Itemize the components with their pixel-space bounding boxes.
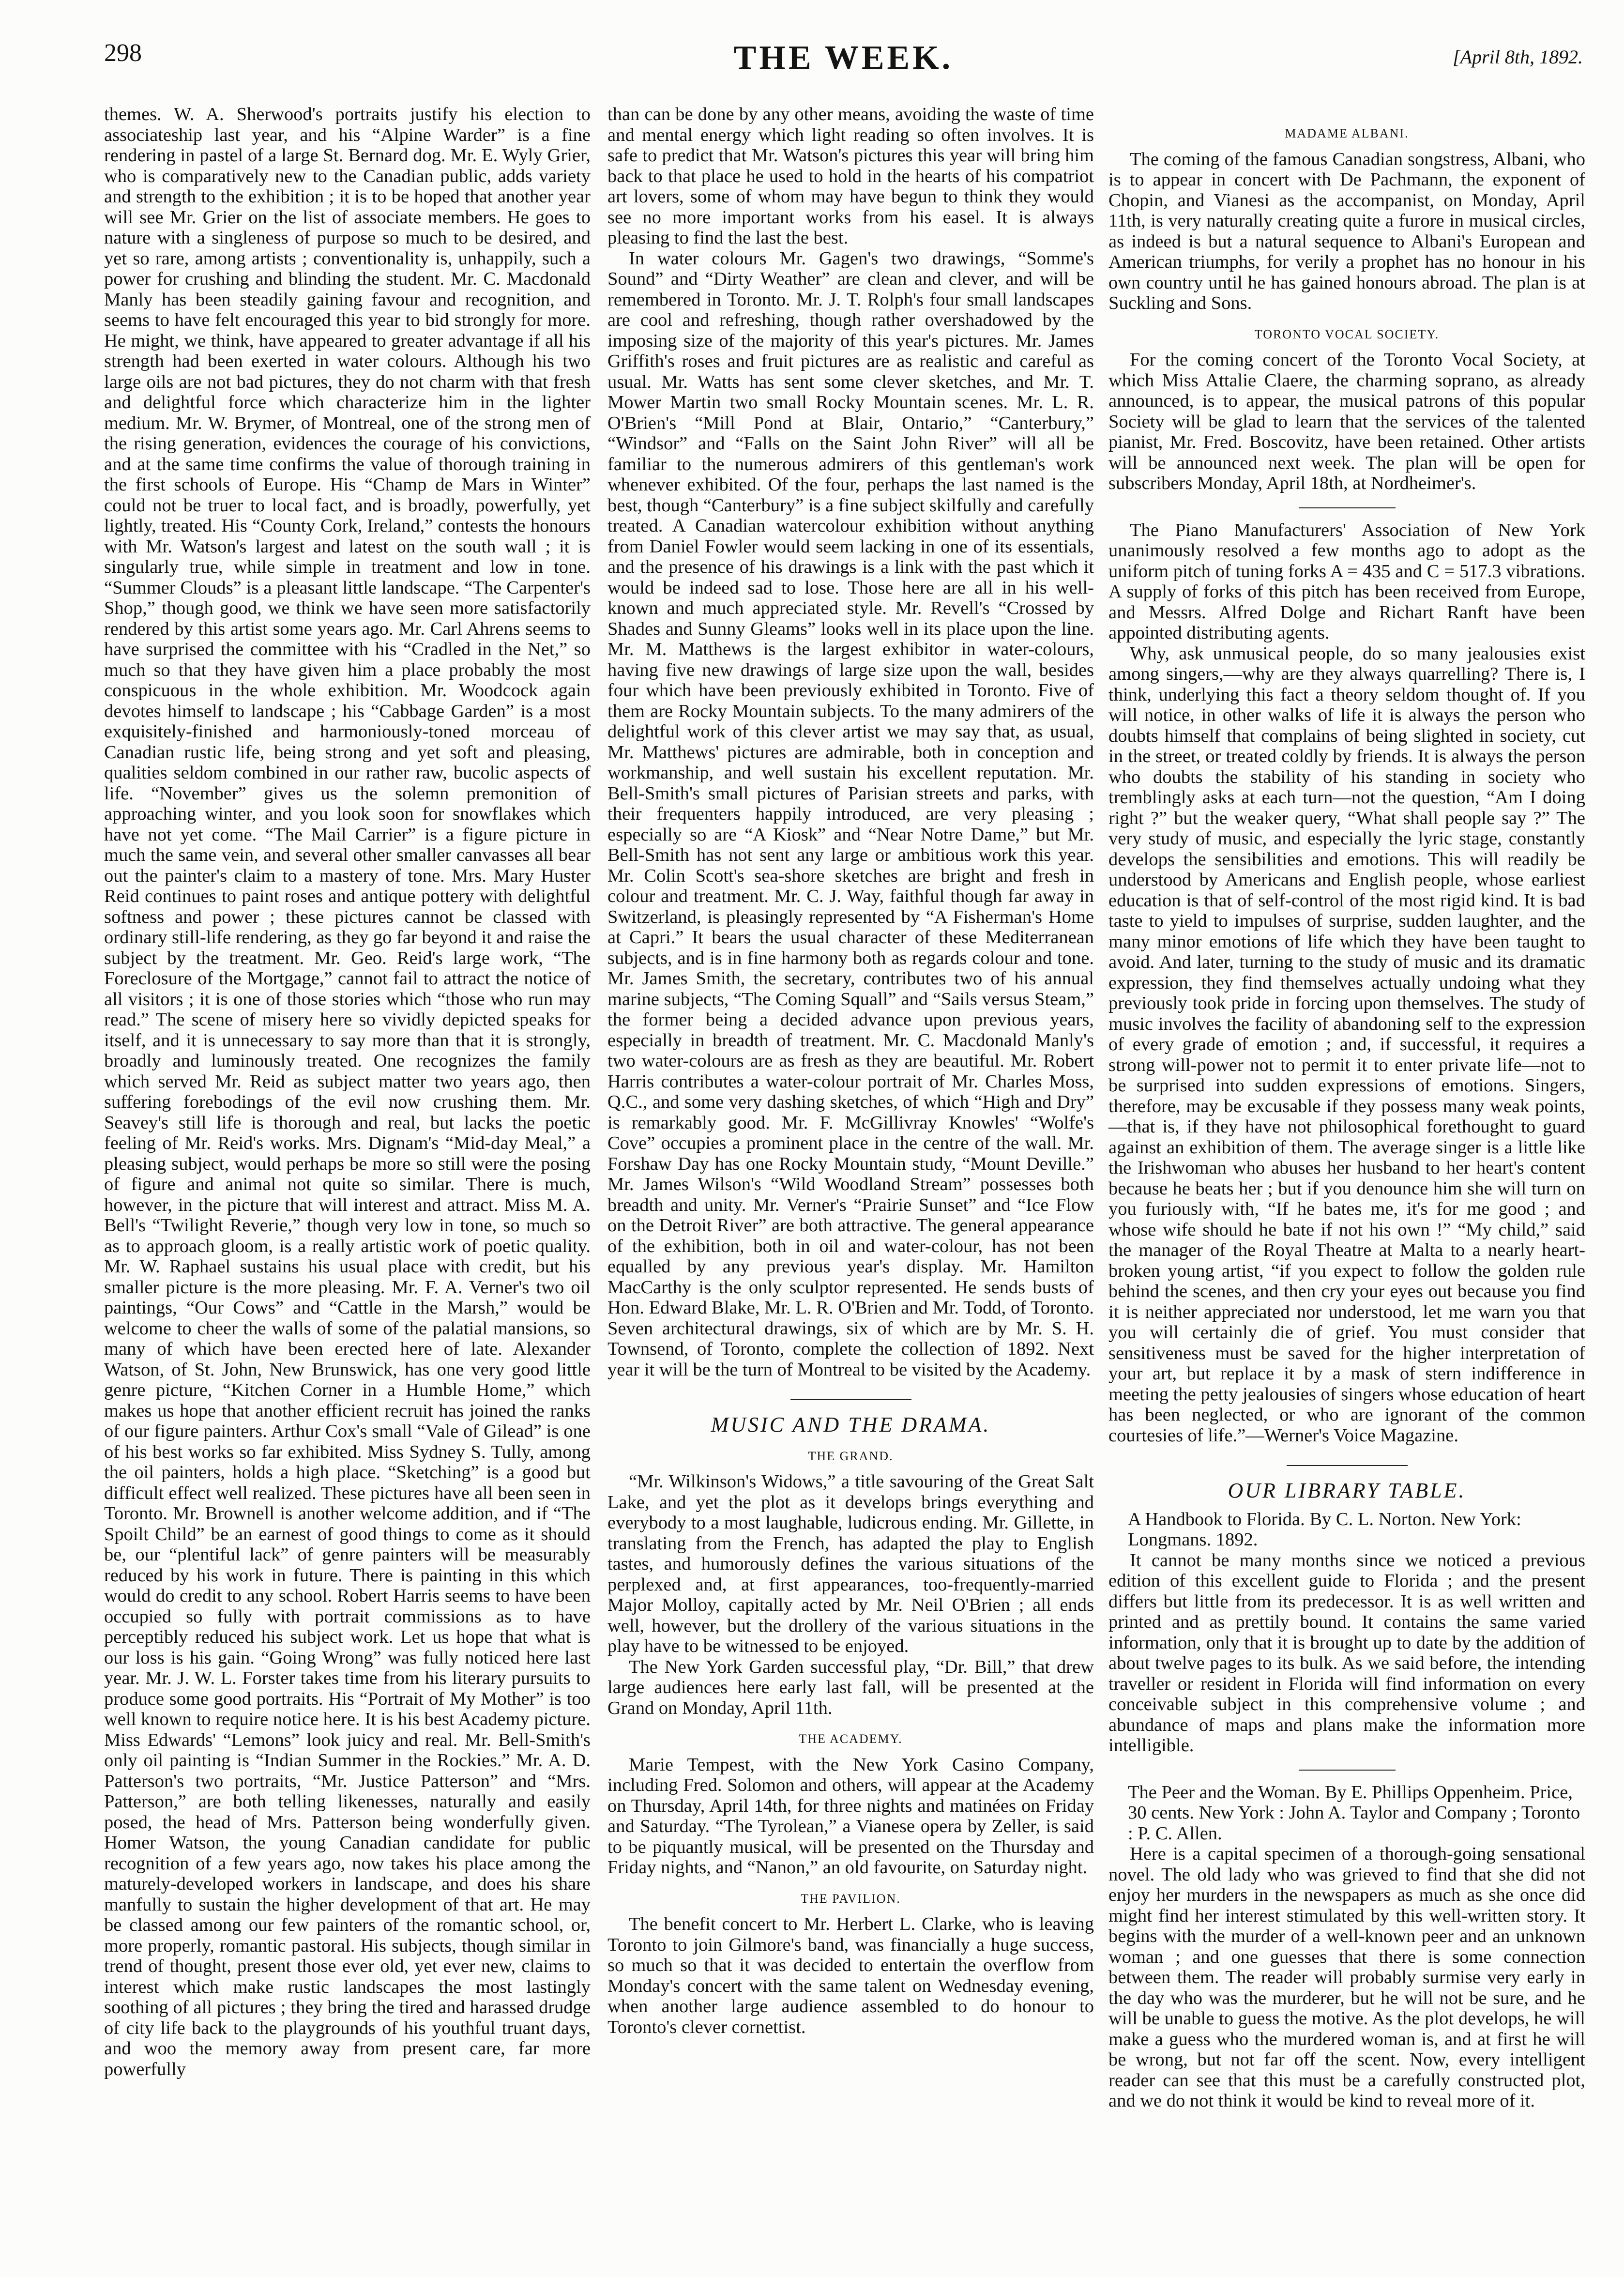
masthead-title: THE WEEK. bbox=[733, 39, 954, 76]
column-left bbox=[104, 104, 591, 2079]
subhead-academy: THE ACADEMY. bbox=[799, 1732, 903, 1746]
section-divider bbox=[1287, 1465, 1408, 1466]
subhead-vocal-society: TORONTO VOCAL SOCIETY. bbox=[1254, 327, 1440, 341]
column-right bbox=[1108, 104, 1585, 2111]
grand-paragraph-2: The New York Garden successful play, “Dr. Bill,” that drew large audiences here early last fall, will be presented at the Grand on Monday, April 11th. bbox=[607, 1656, 1094, 1718]
section-divider bbox=[790, 1399, 911, 1400]
subhead-albani: MADAME ALBANI. bbox=[1285, 126, 1409, 140]
vocal-society-paragraph: For the coming concert of the Toronto Vocal Society, at which Miss Attalie Claere, the charming soprano, as already announced, is to appear, the musical patrons of this popular Society will be glad to learn that the services of the talented pianist, Mr. Fred. Boscovitz, have been retained. Other artists will be announced next week. The plan will be open for subscribers Monday, April 18th, at Nordheimer's. bbox=[1108, 350, 1585, 493]
book-title-florida: A Handbook to Florida. By C. L. Norton. New York: Longmans. 1892. bbox=[1128, 1509, 1521, 1550]
piano-manufacturers-paragraph: The Piano Manufacturers' Association of New York unanimously resolved a few months ago to adopt as the uniform pitch of tuning forks A = 435 and C = 517.3 vibrations. A supply of forks of this pitch has been received from Europe, and Messrs. Alfred Dolge and Richart Ranft have been appointed distributing agents. bbox=[1108, 520, 1585, 643]
art-review-continued: than can be done by any other means, avoiding the waste of time and mental energy which light reading so often involves. It is safe to predict that Mr. Watson's pictures this year will bring him back to that place he used to hold in the hearts of his compatriot art lovers, some of whom may have begun to think they would see no more important works from his easel. It is always pleasing to find the last the best. bbox=[607, 104, 1094, 248]
subhead-pavilion: THE PAVILION. bbox=[801, 1891, 901, 1906]
page-number: 298 bbox=[104, 39, 142, 67]
albani-paragraph: The coming of the famous Canadian songstress, Albani, who is to appear in concert with De Pachmann, the exponent of Chopin, and Vianesi as the accompanist, on Monday, April 11th, is very naturally creating quite a furore in musical circles, as indeed is but a natural sequence to Albani's European and American triumphs, for verily a prophet has no honour in his own country until he has gained honours abroad. The plan is at Suckling and Sons. bbox=[1108, 149, 1585, 313]
divider bbox=[1299, 507, 1396, 508]
art-review-paragraph: themes. W. A. Sherwood's portraits justify his election to associateship last year, and his “Alpine Warder” is a fine rendering in pastel of a large St. Bernard dog. Mr. E. Wyly Grier, who is comparatively new to the Canadian public, adds variety and strength to the exhibition ; it is to be hoped that another year will see Mr. Grier on the list of associate members. He goes to nature with a singleness of purpose so much to be desired, and yet so rare, among artists ; conventionality is, unhappily, such a power for crushing and blinding the student. Mr. C. Macdonald Manly has been steadily gaining favour and recognition, and seems to have felt encouraged this year to bid strongly for more. He might, we think, have appeared to greater advantage if all his strength had been exerted in water colours. Although his two large oils are not bad pictures, they do not charm with that fresh and delightful force which characterize him in the lighter medium. Mr. W. Brymer, of Montreal, one of the strong men of the rising generation, evidences the courage of his convictions, and at the same time confirms the value of thorough training in the first schools of Europe. His “Champ de Mars in Winter” could not be truer to local fact, and is broadly, powerfully, yet lightly, treated. His “County Cork, Ireland,” contests the honours with Mr. Watson's largest and latest on the south wall ; it is singularly true, while simple in treatment and low in tone. “Summer Clouds” is a pleasant little landscape. “The Carpenter's Shop,” though good, we think we have seen more satisfactorily rendered by this artist some years ago. Mr. Carl Ahrens seems to have surprised the committee with his “Cradled in the Net,” so much so that they have given him a place probably the most conspicuous in the whole exhibition. Mr. Woodcock again devotes himself to landscape ; his “Cabbage Garden” is a most exquisitely-finished and harmoniously-toned morceau of Canadian rustic life, being strong and yet soft and pleasing, qualities seldom combined in our rather raw, bucolic aspects of life. “November” gives us the solemn premonition of approaching winter, and you look soon for snowflakes which have not yet come. “The Mail Carrier” is a figure picture in much the same vein, and several other smaller canvasses all bear out the painter's claim to a mastery of tone. Mrs. Mary Huster Reid continues to paint roses and antique pottery with delightful softness and power ; these pictures cannot be classed with ordinary still-life rendering, as they go far beyond it and raise the subject by the treatment. Mr. Geo. Reid's large work, “The Foreclosure of the Mortgage,” cannot fail to attract the notice of all visitors ; it is one of those stories which “those who run may read.” The scene of misery here so vividly depicted speaks for itself, and it is unnecessary to say more than that it is strongly, broadly and luminously treated. One recognizes the family which served Mr. Reid as subject matter two years ago, then suffering forebodings of the evil now crushing them. Mr. Seavey's still life is thorough and real, but lacks the poetic feeling of Mr. Reid's works. Mrs. Dignam's “Mid-day Meal,” a pleasing subject, would perhaps be more so still were the posing of figure and animal not quite so similar. There is much, however, in the picture that will interest and attract. Miss M. A. Bell's “Twilight Reverie,” though very low in tone, so much so as to approach gloom, is a really artistic work of poetic quality. Mr. W. Raphael sustains his usual place with credit, but his smaller picture is the more pleasing. Mr. F. A. Verner's two oil paintings, “Our Cows” and “Cattle in the Marsh,” would be welcome to cheer the walls of some of the palatial mansions, so many of which have been erected here of late. Alexander Watson, of St. John, New Brunswick, has one very good little genre picture, “Kitchen Corner in a Humble Home,” which makes us hope that another efficient recruit has joined the ranks of our figure painters. Arthur Cox's small “Vale of Gilead” is one of his best works so far exhibited. Miss Sydney S. Tully, among the oil painters, holds a high place. “Sketching” is a good but difficult effect well realized. These pictures have all been seen in Toronto. Mr. Brownell is another welcome addition, and if “The Spoilt Child” be an earnest of good things to come as it should be, our “plentiful lack” of genre painters will be measurably reduced by his work in future. There is painting in this which would do credit to any school. Robert Harris seems to have been occupied so fully with portrait commissions as to have perceptibly reduced his subject work. Let us hope that what is our loss is his gain. “Going Wrong” was fully noticed here last year. Mr. J. W. L. Forster takes time from his literary pursuits to produce some good portraits. His “Portrait of My Mother” is too well known to require notice here. It is his best Academy picture. Miss Edwards' “Lemons” look juicy and real. Mr. Bell-Smith's only oil painting is “Indian Summer in the Rockies.” Mr. A. D. Patterson's two portraits, “Mr. Justice Patterson” and “Mrs. Patterson,” are both telling likenesses, naturally and easily posed, the head of Mrs. Patterson being wonderfully given. Homer Watson, the young Canadian candidate for public recognition of a few years ago, now takes his place among the maturely-developed workers in landscape, and does his share manfully to sustain the higher development of that art. He may be classed among our few painters of the romantic school, or, more properly, romantic pastoral. His subjects, though similar in trend of thought, present those ever old, yet ever new, claims to interest which make rustic landscapes the most lastingly soothing of all pictures ; they bring the tired and harassed drudge of city life back to the playgrounds of his youthful truant days, and woo the memory away from present care, far more powerfully bbox=[104, 104, 591, 2079]
singers-jealousy-paragraph: Why, ask unmusical people, do so many jealousies exist among singers,—why are they always quarrelling? There is, I think, underlying this fact a theory seldom thought of. If you will notice, in other walks of life it is always the person who doubts himself that complains of being slighted in society, cut in the street, or treated coldly by friends. It is always the person who doubts the stability of his standing in society who tremblingly asks at each turn—not the question, “Am I doing right ?” but the weaker query, “What shall people say ?” The very study of music, and especially the lyric stage, constantly develops the sensibilities and emotions. This will readily be understood by Americans and English people, whose earliest education is that of self-control of the most rigid kind. It is bad taste to yield to impulses of surprise, sudden laughter, and the many minor emotions of life which they have been taught to avoid. And later, turning to the study of music and its dramatic expression, they find themselves actually undoing what they previously took pride in forcing upon themselves. The study of music involves the facility of abandoning self to the expression of every grade of emotion ; and, if successful, it requires a strong will-power not to permit it to enter private life—not to be surprised into sudden expressions of emotions. Singers, therefore, may be excusable if they possess many weak points,—that is, if they have not philosophical forethought to guard against an exhibition of them. The average singer is a little like the Irishwoman who abuses her husband to her heart's content because he beats her ; but if you denounce him she will turn on you furiously with, “If he bates me, it's for me good ; and whose wife should he bate if not his own !” “My child,” said the manager of the Royal Theatre at Malta to a nearly heart-broken young artist, “if you expect to follow the golden rule behind the scenes, and then cry your eyes out because you find it is neither appreciated nor understood, let me warn you that you will certainly die of grief. You must consider that sensitiveness must be saved for the higher interpretation of your art, but replace it by a mask of stern indifference in meeting the petty jealousies of singers whose education of heart has been neglected, or who are ignorant of the common courtesies of life.”—Werner's Voice Magazine. bbox=[1108, 643, 1585, 1446]
page-header bbox=[104, 39, 1583, 102]
column-middle bbox=[607, 104, 1094, 2037]
pavilion-paragraph: The benefit concert to Mr. Herbert L. Clarke, who is leaving Toronto to join Gilmore's band, was financially a huge success, so much so that it was decided to entertain the overflow from Monday's concert with the same talent on Wednesday evening, when another large audience assembled to do honour to Toronto's clever cornettist. bbox=[607, 1914, 1094, 2037]
issue-date: [April 8th, 1892. bbox=[1453, 46, 1583, 68]
section-title-music-drama: MUSIC AND THE DRAMA. bbox=[711, 1413, 991, 1436]
book-title-peer-woman: The Peer and the Woman. By E. Phillips Oppenheim. Price, 30 cents. New York : John A. Taylor and Company ; Toronto : P. C. Allen. bbox=[1128, 1782, 1580, 1844]
grand-paragraph: “Mr. Wilkinson's Widows,” a title savouring of the Great Salt Lake, and yet the plot as it develops brings everything and everybody to a most laughable, ludicrous ending. Mr. Gillette, in translating from the French, has adapted the play to English tastes, and humorously defines the various situations of the perplexed and, at first appearances, too-frequently-married Major Molloy, capitally acted by Mr. Neil O'Brien ; all ends well, however, but the drollery of the various situations in the play have to be witnessed to be enjoyed. bbox=[607, 1471, 1094, 1656]
divider bbox=[1299, 1770, 1396, 1771]
florida-review: It cannot be many months since we noticed a previous edition of this excellent guide to Florida ; and the present differs but little from its predecessor. It is as well written and printed and as prettily bound. It contains the same varied information, only that it is brought up to date by the addition of about twelve pages to its bulk. As we said before, the intending traveller or resident in Florida will find information on every conceivable subject in this comprehensive volume ; and abundance of maps and plans make the information more intelligible. bbox=[1108, 1550, 1585, 1756]
water-colours-paragraph: In water colours Mr. Gagen's two drawings, “Somme's Sound” and “Dirty Weather” are clean and clever, and will be remembered in Toronto. Mr. J. T. Rolph's four small landscapes are cool and refreshing, though rather overshadowed by the imposing size of the majority of this year's pictures. Mr. James Griffith's roses and fruit pictures are as realistic and careful as usual. Mr. Watts has sent some clever sketches, and Mr. T. Mower Martin two small Rocky Mountain scenes. Mr. L. R. O'Brien's “Mill Pond at Blair, Ontario,” “Canterbury,” “Windsor” and “Falls on the Saint John River” will all be familiar to the numerous admirers of this gentleman's work whenever exhibited. Of the four, perhaps the last named is the best, though “Canterbury” is a fine subject skilfully and carefully treated. A Canadian watercolour exhibition without anything from Daniel Fowler would seem lacking in one of its essentials, and the presence of his drawings is a link with the past which it would be indeed sad to lose. Those here are all in his well-known and much appreciated style. Mr. Revell's “Crossed by Shades and Sunny Gleams” looks well in its place upon the line. Mr. M. Matthews is the largest exhibitor in water-colours, having five new drawings of large size upon the wall, besides four which have been previously exhibited in Toronto. Five of them are Rocky Mountain subjects. To the many admirers of the delightful work of this clever artist we may say that, as usual, Mr. Matthews' pictures are admirable, both in conception and workmanship, and well sustain his excellent reputation. Mr. Bell-Smith's small pictures of Parisian streets and parks, with their frequenters happily introduced, are very pleasing ; especially so are “A Kiosk” and “Near Notre Dame,” but Mr. Bell-Smith has not sent any large or ambitious work this year. Mr. Colin Scott's sea-shore sketches are bright and fresh in colour and treatment. Mr. C. J. Way, faithful though far away in Switzerland, is pleasingly represented by “A Fisherman's Home at Capri.” It bears the usual character of these Mediterranean subjects, and is in fine harmony both as regards colour and tone. Mr. James Smith, the secretary, contributes two of his annual marine subjects, “The Coming Squall” and “Sails versus Steam,” the former being a decided advance upon previous years, especially in breadth of treatment. Mr. C. Macdonald Manly's two water-colours are as fresh as they are beautiful. Mr. Robert Harris contributes a water-colour portrait of Mr. Charles Moss, Q.C., and some very dashing sketches, of which “High and Dry” is remarkably good. Mr. F. McGillivray Knowles' “Wolfe's Cove” occupies a prominent place in the centre of the wall. Mr. Forshaw Day has one Rocky Mountain study, “Mount Deville.” Mr. James Wilson's “Wild Woodland Stream” possesses both breadth and unity. Mr. Verner's “Prairie Sunset” and “Ice Flow on the Detroit River” are both attractive. The general appearance of the exhibition, both in oil and water-colour, has not been equalled by any previous year's display. Mr. Hamilton MacCarthy is the only sculptor represented. He sends busts of Hon. Edward Blake, Mr. L. R. O'Brien and Mr. Todd, of Toronto. Seven architectural drawings, six of which are by Mr. S. H. Townsend, of Toronto, complete the collection of 1892. Next year it will be the turn of Montreal to be visited by the Academy. bbox=[607, 248, 1094, 1380]
peer-woman-review: Here is a capital specimen of a thorough-going sensational novel. The old lady who was grieved to find that she did not enjoy her murders in the newspapers as much as she once did might find her interest stimulated by this well-written story. It begins with the murder of a well-known peer and an unknown woman ; and one guesses that there is some connection between them. The reader will probably surmise very early in the day who was the murderer, but he will not be sure, and he will be unable to guess the motive. As the plot develops, he will make a guess who the murdered woman is, and at first he will be wrong, but not far off the scent. Now, every intelligent reader can see that this must be a carefully constructed plot, and we do not think it would be kind to reveal more of it. bbox=[1108, 1844, 1585, 2111]
section-title-library: OUR LIBRARY TABLE. bbox=[1228, 1479, 1466, 1502]
subhead-grand: THE GRAND. bbox=[808, 1449, 894, 1463]
academy-paragraph: Marie Tempest, with the New York Casino Company, including Fred. Solomon and others, will appear at the Academy on Thursday, April 14th, for three nights and matinées on Friday and Saturday. “The Tyrolean,” a Vianese opera by Zeller, is said to be piquantly musical, will be presented on the Thursday and Friday nights, and “Nanon,” an old favourite, on Saturday night. bbox=[607, 1754, 1094, 1878]
